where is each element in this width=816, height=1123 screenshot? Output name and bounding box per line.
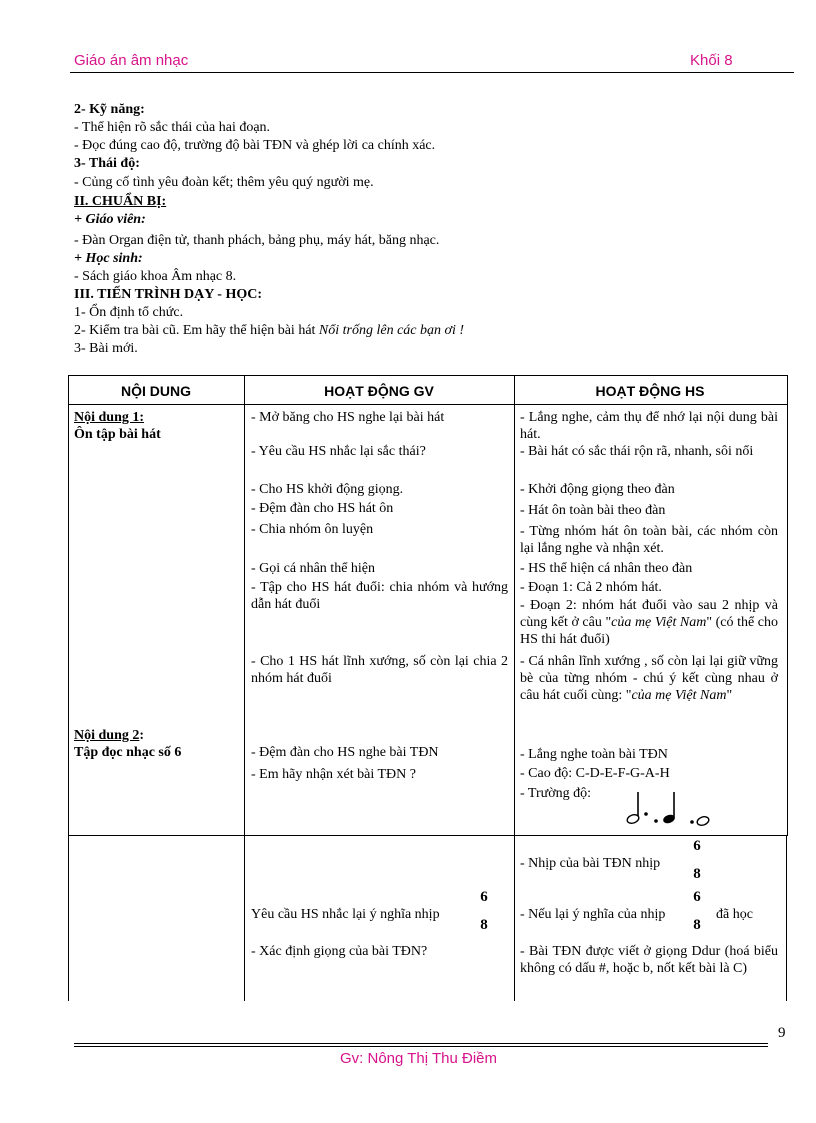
footer-rule-1 bbox=[74, 1043, 768, 1044]
hs-item: đã học bbox=[716, 907, 753, 922]
table-header-rule bbox=[68, 404, 787, 405]
gv-item: - Yêu cầu HS nhắc lại sắc thái? bbox=[251, 444, 426, 459]
rhythm-notes-image bbox=[624, 788, 714, 828]
hs-item: - Bài hát có sắc thái rộn rã, nhanh, sôi nổi bbox=[520, 444, 754, 459]
content-2-label: Nội dung 2: bbox=[74, 728, 145, 743]
hs-item: - Hát ôn toàn bài theo đàn bbox=[520, 503, 666, 518]
hs-item: - Từng nhóm hát ôn toàn bài, các nhóm còn lại lắng nghe và nhận xét. bbox=[520, 524, 778, 556]
gv-item: - Em hãy nhận xét bài TĐN ? bbox=[251, 767, 416, 782]
gv-item: - Tập cho HS hát đuổi: chia nhóm và hướng dẫn hát đuổi bbox=[251, 580, 508, 612]
body-line: 3- Thái độ: bbox=[74, 156, 140, 171]
new-lesson-line: 3- Bài mới. bbox=[74, 341, 138, 356]
time-sig-top: 6 bbox=[693, 838, 701, 854]
hs-item: - HS thể hiện cá nhân theo đàn bbox=[520, 561, 693, 576]
body-line: 1- Ổn định tổ chức. bbox=[74, 305, 184, 320]
hs-item: - Khởi động giọng theo đàn bbox=[520, 482, 675, 497]
gv-item: - Cho HS khởi động giọng. bbox=[251, 482, 404, 497]
content-2-title: Tập đọc nhạc số 6 bbox=[74, 745, 182, 760]
footer-author: Gv: Nông Thị Thu Điềm bbox=[340, 1050, 498, 1067]
hs-item: - Lắng nghe, cảm thụ để nhớ lại nội dung bài hát. bbox=[520, 410, 778, 442]
hs-item: - Trường độ: bbox=[520, 786, 592, 801]
gv-item: Yêu cầu HS nhắc lại ý nghĩa nhịp bbox=[251, 907, 440, 922]
header-hoat-dong-hs: HOẠT ĐỘNG HS bbox=[595, 383, 705, 399]
body-line: - Củng cố tình yêu đoàn kết; thêm yêu quý người mẹ. bbox=[74, 175, 374, 190]
song-title: Nổi trống lên các bạn ơi ! bbox=[318, 323, 465, 338]
body-line: III. TIẾN TRÌNH DẠY - HỌC: bbox=[74, 287, 262, 302]
table-col-divider-2 bbox=[514, 375, 515, 1001]
time-sig-top: 6 bbox=[693, 889, 701, 905]
body-line: - Đàn Organ điện tử, thanh phách, bảng phụ, máy hát, băng nhạc. bbox=[74, 233, 440, 248]
gv-item: - Cho 1 HS hát lĩnh xướng, số còn lại chia 2 nhóm hát đuổi bbox=[251, 654, 508, 686]
time-sig-bottom: 8 bbox=[693, 917, 701, 933]
hs-item: - Cao độ: C-D-E-F-G-A-H bbox=[520, 766, 670, 781]
body-line: II. CHUẨN BỊ: bbox=[74, 194, 167, 209]
header-right: Khối 8 bbox=[690, 52, 733, 69]
header-left: Giáo án âm nhạc bbox=[74, 52, 189, 69]
gv-item: - Chia nhóm ôn luyện bbox=[251, 522, 374, 537]
gv-item: - Gọi cá nhân thể hiện bbox=[251, 561, 376, 576]
hs-item: - Bài TĐN được viết ở giọng Ddur (hoá biểu không có dấu #, hoặc b, nốt kết bài là C) bbox=[520, 944, 778, 976]
hs-item: - Đoạn 2: nhóm hát đuổi vào sau 2 nhịp và cùng kết ở câu "của mẹ Việt Nam" (có thể cho HS thi hát đuổi) bbox=[520, 598, 778, 647]
header-hoat-dong-gv: HOẠT ĐỘNG GV bbox=[324, 383, 434, 399]
time-sig-top: 6 bbox=[480, 889, 488, 905]
table-row-rule bbox=[68, 835, 787, 836]
check-old-lesson-line: 2- Kiểm tra bài cũ. Em hãy thể hiện bài hát Nổi trống lên các bạn ơi ! bbox=[74, 323, 465, 338]
hs-item: - Lắng nghe toàn bài TĐN bbox=[520, 747, 668, 762]
header-noi-dung: NỘI DUNG bbox=[121, 383, 191, 399]
body-line: - Thể hiện rõ sắc thái của hai đoạn. bbox=[74, 120, 271, 135]
body-line: - Sách giáo khoa Âm nhạc 8. bbox=[74, 269, 237, 284]
hs-item: - Nếu lại ý nghĩa của nhịp bbox=[520, 907, 666, 922]
table-left-border-2 bbox=[68, 835, 69, 1001]
page-number: 9 bbox=[778, 1025, 786, 1041]
table-right-border-2 bbox=[786, 835, 787, 1001]
time-sig-bottom: 8 bbox=[693, 866, 701, 882]
footer-rule-2 bbox=[74, 1046, 768, 1047]
body-line: + Học sinh: bbox=[74, 251, 143, 266]
body-line: 2- Kỹ năng: bbox=[74, 102, 145, 117]
content-1-title: Ôn tập bài hát bbox=[74, 427, 161, 442]
gv-item: - Đệm đàn cho HS hát ôn bbox=[251, 501, 394, 516]
gv-item: - Đệm đàn cho HS nghe bài TĐN bbox=[251, 745, 439, 760]
body-line: + Giáo viên: bbox=[74, 212, 146, 227]
content-1-label: Nội dung 1: bbox=[74, 410, 145, 425]
header-rule bbox=[70, 72, 794, 73]
time-sig-bottom: 8 bbox=[480, 917, 488, 933]
body-line: - Đọc đúng cao độ, trường độ bài TĐN và ghép lời ca chính xác. bbox=[74, 138, 436, 153]
gv-item: - Xác định giọng của bài TĐN? bbox=[251, 944, 428, 959]
hs-item: - Đoạn 1: Cả 2 nhóm hát. bbox=[520, 580, 662, 595]
gv-item: - Mở băng cho HS nghe lại bài hát bbox=[251, 410, 445, 425]
table-col-divider-1 bbox=[244, 375, 245, 1001]
hs-item: - Nhịp của bài TĐN nhịp bbox=[520, 856, 661, 871]
hs-item: - Cá nhân lĩnh xướng , số còn lại lại giữ vững bè của từng nhóm - chú ý kết cùng nhau ở câu hát cuối cùng: "của mẹ Việt Nam" bbox=[520, 654, 778, 703]
